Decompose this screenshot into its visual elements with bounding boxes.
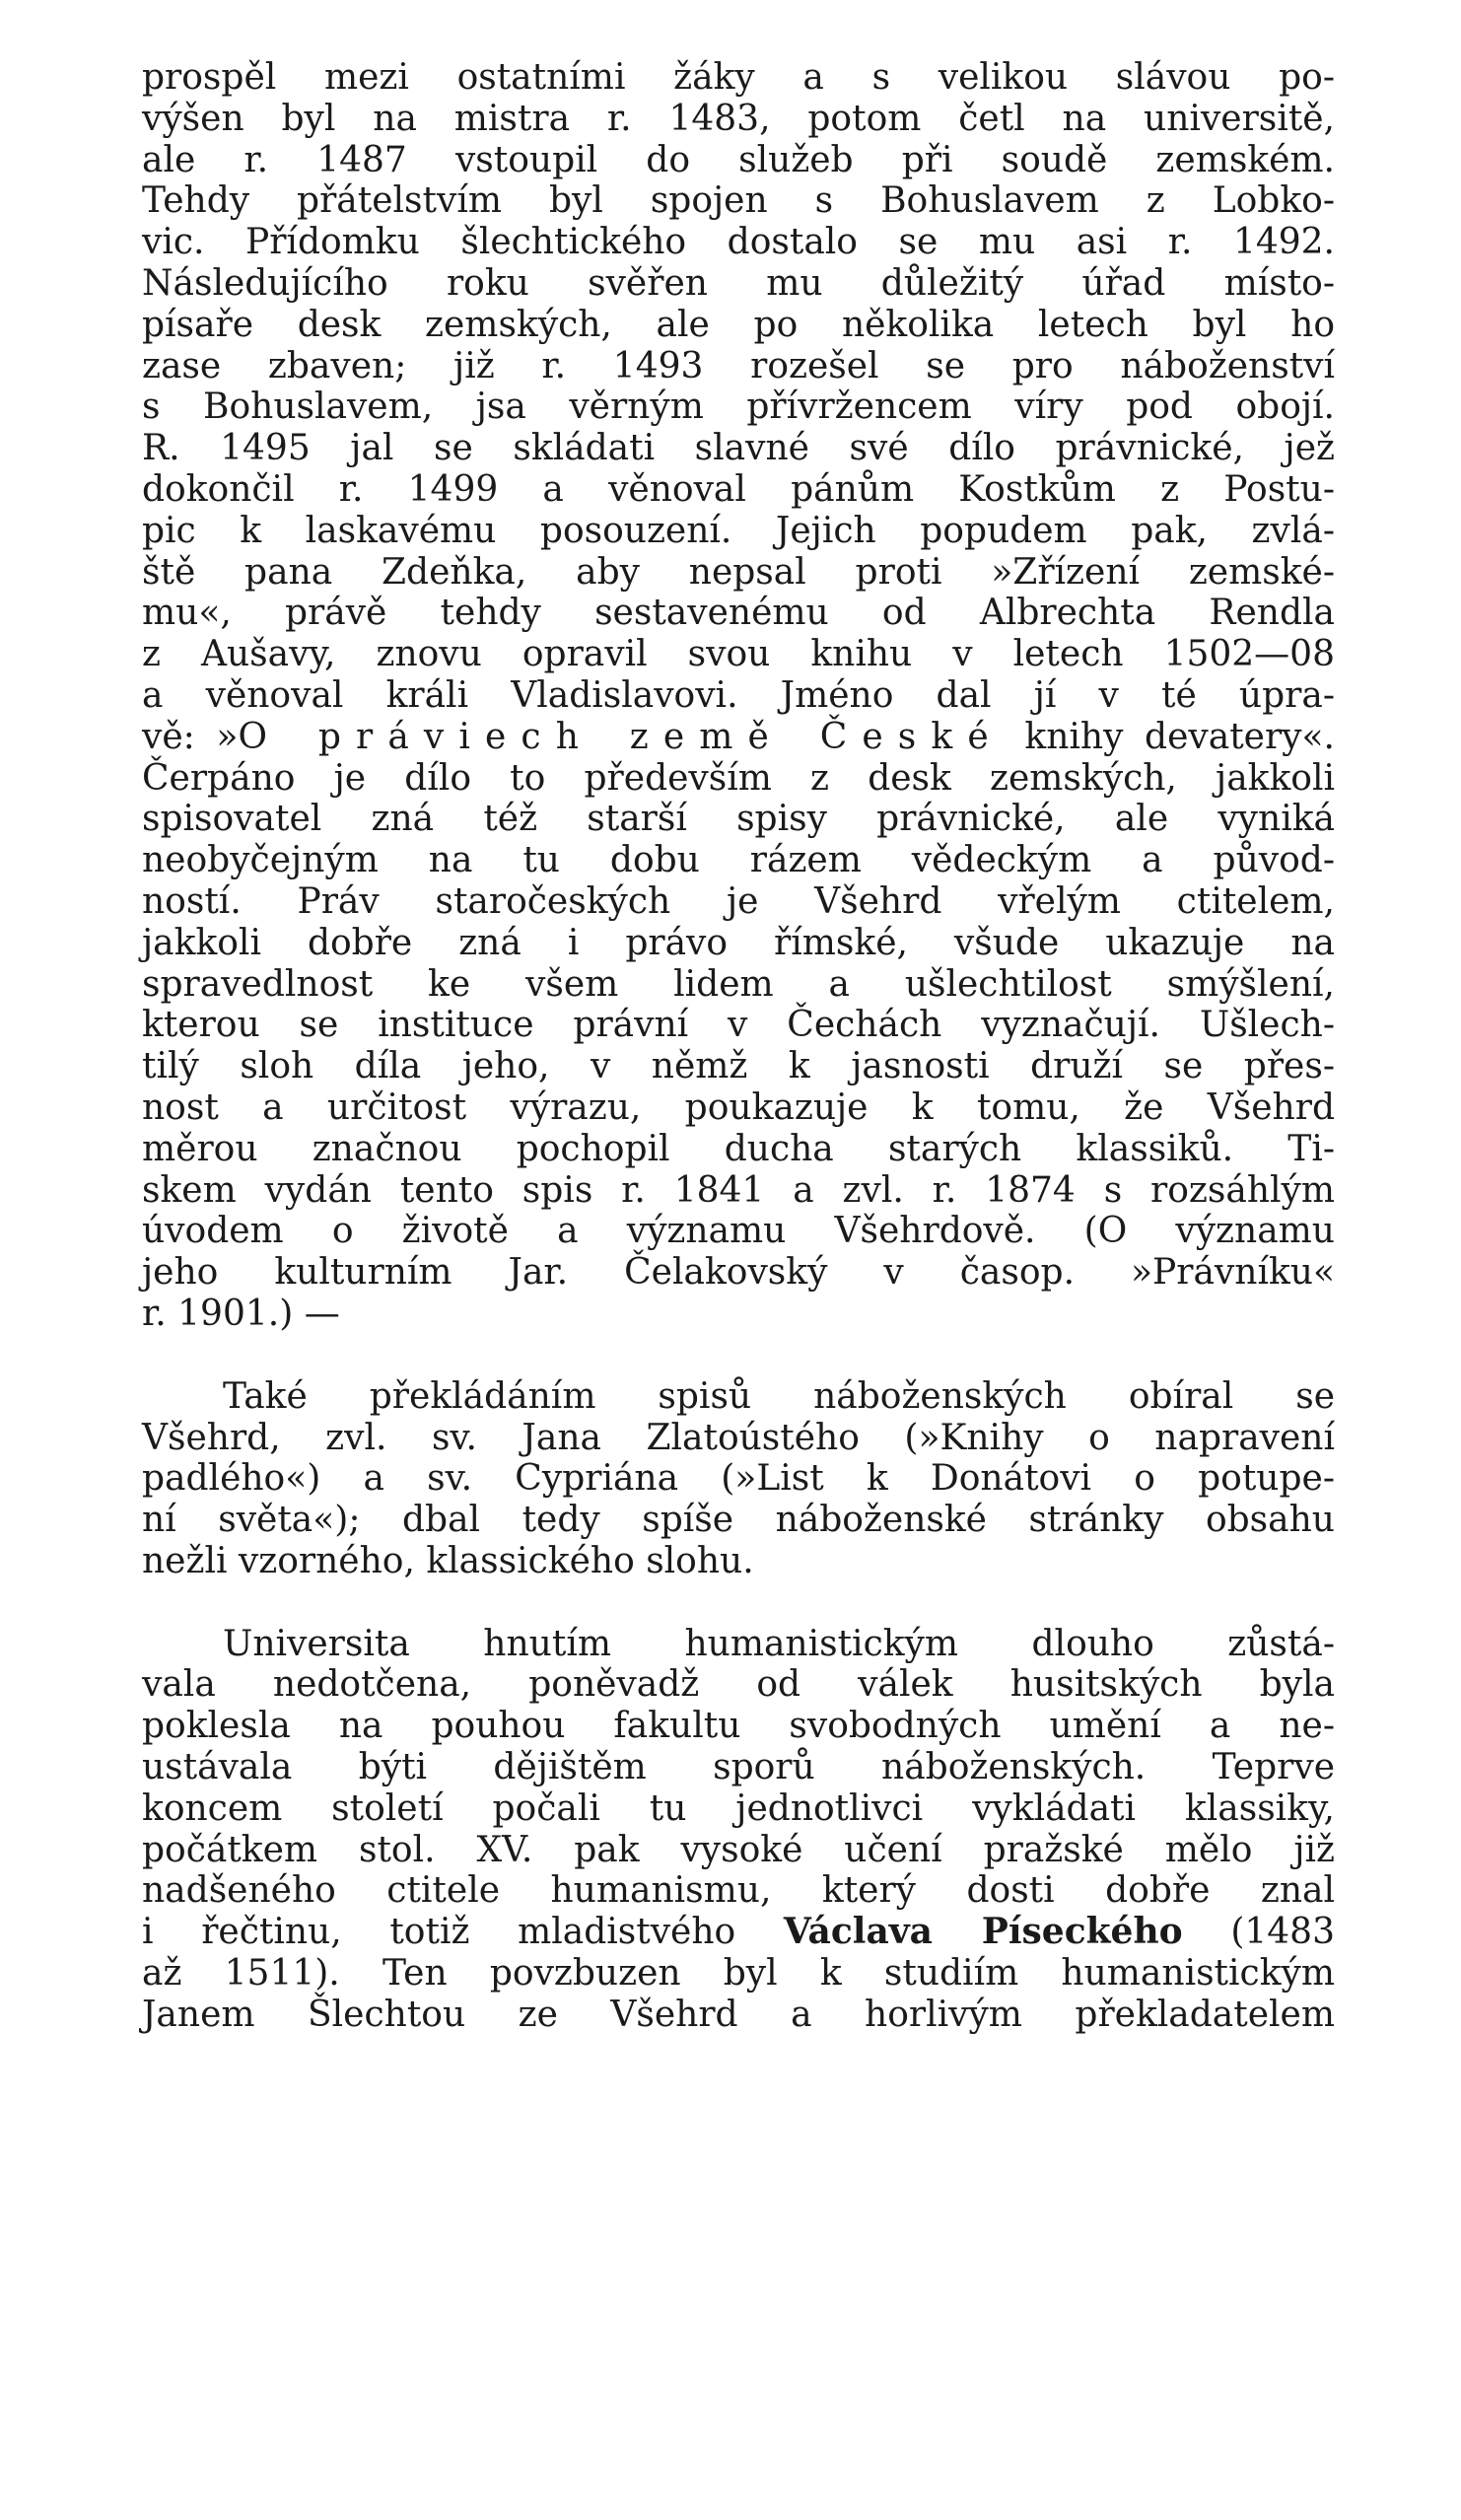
text-line: Tehdy přátelstvím byl spojen s Bohuslavem z Lobko-	[142, 180, 1335, 222]
text-line: r. 1901.) —	[142, 1293, 340, 1334]
text-line: spravedlnost ke všem lidem a ušlechtilost smýšlení,	[142, 963, 1335, 1005]
text-line: spisovatel zná též starší spisy právnické, ale vyniká	[142, 799, 1335, 840]
text-line: ale r. 1487 vstoupil do služeb při soudě zemském.	[142, 139, 1335, 180]
text-line: prospěl mezi ostatními žáky a s velikou slávou po-	[142, 57, 1335, 98]
text-line: měrou značnou pochopil ducha starých klassiků. Ti-	[142, 1128, 1335, 1169]
text-line: tilý sloh díla jeho, v němž k jasnosti druží se přes-	[142, 1046, 1335, 1087]
text-line: Universita hnutím humanistickým dlouho zůstá-	[223, 1623, 1335, 1664]
text-line: kterou se instituce právní v Čechách vyznačují. Ušlech-	[142, 1005, 1335, 1046]
name-bold: Václava Píseckého	[783, 1911, 1183, 1953]
text-fragment: (1483	[1182, 1912, 1335, 1953]
text-line-book-title	[142, 717, 1335, 758]
text-line: Janem Šlechtou ze Všehrd a horlivým překladatelem	[142, 1994, 1335, 2035]
text-line: ností. Práv staročeských je Všehrd vřelým ctitelem,	[142, 880, 1335, 922]
text-line: poklesla na pouhou fakultu svobodných umění a ne-	[142, 1706, 1335, 1747]
text-line: s Bohuslavem, jsa věrným přívržencem víry pod obojí.	[142, 386, 1335, 428]
text-line: a věnoval králi Vladislavovi. Jméno dal jí v té úpra-	[142, 674, 1335, 716]
book-title-spaced: O práviech země České	[238, 716, 1004, 757]
text-line: úvodem o životě a významu Všehrdově. (O významu	[142, 1211, 1335, 1252]
text-line: zase zbaven; již r. 1493 rozešel se pro náboženství	[142, 345, 1335, 386]
text-line: mu«, právě tehdy sestavenému od Albrechta Rendla	[142, 593, 1335, 634]
text-line: ustávala býti dějištěm sporů náboženských. Teprve	[142, 1747, 1335, 1788]
text-line: dokončil r. 1499 a věnoval pánům Kostkům z Postu-	[142, 468, 1335, 510]
text-fragment: knihy devatery«.	[1003, 716, 1335, 757]
text-line-piseckeho	[142, 1912, 1335, 1953]
text-line: Také překládáním spisů náboženských obíral se	[223, 1375, 1335, 1417]
text-line: nost a určitost výrazu, poukazuje k tomu, že Všehrd	[142, 1086, 1335, 1128]
text-line: ště pana Zdeňka, aby nepsal proti »Zřízení zemské-	[142, 551, 1335, 593]
text-line: skem vydán tento spis r. 1841 a zvl. r. 1874 s rozsáhlým	[142, 1169, 1335, 1211]
text-line: nadšeného ctitele humanismu, který dosti dobře znal	[142, 1870, 1335, 1912]
paragraph-translations	[142, 1376, 1335, 1582]
text-line: výšen byl na mistra r. 1483, potom četl na universitě,	[142, 98, 1335, 139]
text-line: písaře desk zemských, ale po několika letech byl ho	[142, 304, 1335, 345]
text-line: jakkoli dobře zná i právo římské, všude ukazuje na	[142, 922, 1335, 963]
text-line: padlého«) a sv. Cypriána (»List k Donátovi o potupe-	[142, 1458, 1335, 1500]
paragraph-vsehrd-biography	[142, 57, 1335, 1335]
text-line: vala nedotčena, poněvadž od válek husitských byla	[142, 1664, 1335, 1706]
text-line: neobyčejným na tu dobu rázem vědeckým a původ-	[142, 840, 1335, 881]
paragraph-university-humanism	[142, 1624, 1335, 2036]
text-line: nežli vzorného, klassického slohu.	[142, 1540, 754, 1581]
text-fragment: i řečtinu, totiž mladistvého	[142, 1912, 784, 1953]
text-line: vic. Přídomku šlechtického dostalo se mu asi r. 1492.	[142, 222, 1335, 263]
document-page	[142, 57, 1335, 2036]
text-line: koncem století počali tu jednotlivci vykládati klassiky,	[142, 1787, 1335, 1829]
text-line: z Aušavy, znovu opravil svou knihu v letech 1502—08	[142, 634, 1335, 675]
text-line: R. 1495 jal se skládati slavné své dílo právnické, jež	[142, 428, 1335, 469]
text-line: jeho kulturním Jar. Čelakovský v časop. »Právníku«	[142, 1252, 1335, 1294]
text-line: Čerpáno je dílo to především z desk zemských, jakkoli	[142, 757, 1335, 799]
text-line: Všehrd, zvl. sv. Jana Zlatoústého (»Knihy o napravení	[142, 1417, 1335, 1458]
text-line: Následujícího roku svěřen mu důležitý úřad místo-	[142, 262, 1335, 304]
text-line: až 1511). Ten povzbuzen byl k studiím humanistickým	[142, 1953, 1335, 1995]
text-line: počátkem stol. XV. pak vysoké učení pražské mělo již	[142, 1829, 1335, 1870]
text-line: ní světa«); dbal tedy spíše náboženské stránky obsahu	[142, 1500, 1335, 1541]
text-fragment: vě: »	[142, 716, 239, 757]
text-line: pic k laskavému posouzení. Jejich popudem pak, zvlá-	[142, 510, 1335, 551]
